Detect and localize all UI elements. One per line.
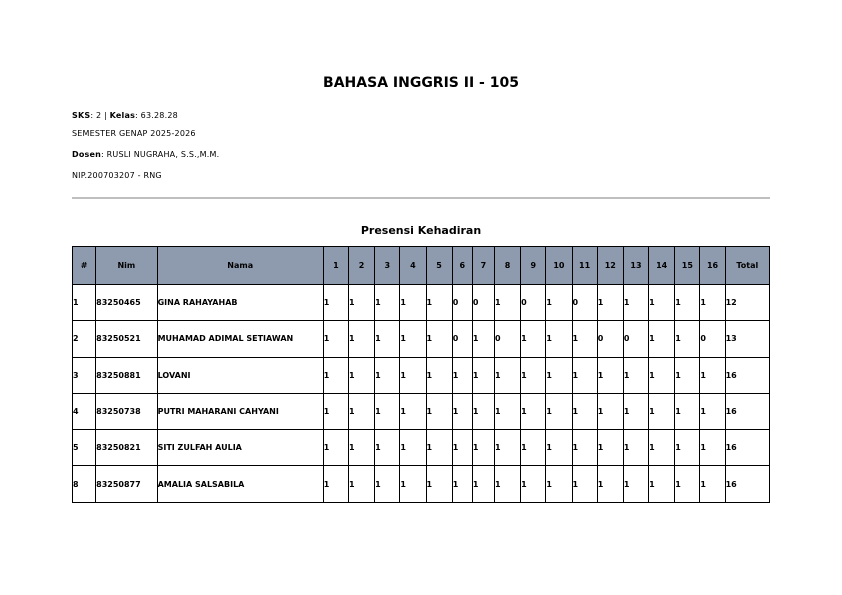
- attendance-mark-12: 1: [597, 466, 623, 502]
- attendance-mark-14: 1: [649, 285, 675, 321]
- nim-cell: 83250521: [96, 321, 157, 357]
- attendance-mark-1: 1: [323, 285, 348, 321]
- attendance-mark-10: 1: [546, 430, 572, 466]
- attendance-mark-15: 1: [675, 466, 700, 502]
- attendance-mark-12: 1: [597, 393, 623, 429]
- nim-cell: 83250881: [96, 357, 157, 393]
- header-name: Nama: [157, 247, 323, 285]
- table-row: [73, 466, 770, 502]
- attendance-mark-15: 1: [675, 285, 700, 321]
- student-name-cell: AMALIA SALSABILA: [157, 466, 323, 502]
- nim-cell: 83250877: [96, 466, 157, 502]
- attendance-mark-8: 1: [494, 466, 520, 502]
- attendance-mark-16: 1: [700, 357, 725, 393]
- row-number-cell: 8: [73, 466, 96, 502]
- header-meeting-16: 16: [700, 247, 725, 285]
- attendance-mark-3: 1: [375, 466, 400, 502]
- header-meeting-8: 8: [494, 247, 520, 285]
- attendance-mark-9: 1: [521, 466, 546, 502]
- attendance-mark-6: 0: [452, 285, 472, 321]
- attendance-mark-11: 1: [572, 321, 597, 357]
- header-meeting-3: 3: [375, 247, 400, 285]
- attendance-mark-9: 1: [521, 321, 546, 357]
- attendance-mark-4: 1: [400, 321, 426, 357]
- header-divider: [72, 197, 770, 199]
- sks-label: SKS: [72, 111, 91, 120]
- attendance-mark-4: 1: [400, 357, 426, 393]
- total-cell: 16: [725, 357, 769, 393]
- attendance-mark-11: 1: [572, 466, 597, 502]
- attendance-body: [73, 285, 770, 503]
- nim-cell: 83250738: [96, 393, 157, 429]
- attendance-mark-4: 1: [400, 430, 426, 466]
- attendance-mark-14: 1: [649, 430, 675, 466]
- header-meeting-4: 4: [400, 247, 426, 285]
- attendance-mark-11: 1: [572, 430, 597, 466]
- row-number-cell: 4: [73, 393, 96, 429]
- attendance-mark-15: 1: [675, 321, 700, 357]
- course-title: BAHASA INGGRIS II - 105: [323, 75, 519, 91]
- attendance-mark-11: 0: [572, 285, 597, 321]
- attendance-mark-16: 1: [700, 466, 725, 502]
- attendance-mark-3: 1: [375, 285, 400, 321]
- header-meeting-5: 5: [426, 247, 452, 285]
- attendance-mark-13: 1: [623, 466, 648, 502]
- attendance-mark-13: 1: [623, 393, 648, 429]
- header-meeting-13: 13: [623, 247, 648, 285]
- student-name-cell: GINA RAHAYAHAB: [157, 285, 323, 321]
- attendance-mark-10: 1: [546, 466, 572, 502]
- student-name-cell: SITI ZULFAH AULIA: [157, 430, 323, 466]
- dosen-label: Dosen: [72, 150, 102, 159]
- table-row: [73, 285, 770, 321]
- attendance-mark-4: 1: [400, 466, 426, 502]
- semester-line: SEMESTER GENAP 2025-2026: [72, 129, 196, 138]
- header-nim: Nim: [96, 247, 157, 285]
- nim-cell: 83250821: [96, 430, 157, 466]
- table-row: [73, 430, 770, 466]
- attendance-mark-6: 1: [452, 466, 472, 502]
- attendance-mark-2: 1: [348, 393, 374, 429]
- attendance-mark-1: 1: [323, 321, 348, 357]
- header-meeting-12: 12: [597, 247, 623, 285]
- header-meeting-6: 6: [452, 247, 472, 285]
- kelas-label: Kelas: [109, 111, 136, 120]
- header-meeting-10: 10: [546, 247, 572, 285]
- section-title: Presensi Kehadiran: [360, 224, 482, 237]
- attendance-mark-13: 1: [623, 285, 648, 321]
- table-row: [73, 321, 770, 357]
- attendance-mark-3: 1: [375, 357, 400, 393]
- attendance-mark-5: 1: [426, 393, 452, 429]
- attendance-mark-1: 1: [323, 430, 348, 466]
- nim-cell: 83250465: [96, 285, 157, 321]
- attendance-mark-6: 1: [452, 357, 472, 393]
- student-name-cell: LOVANI: [157, 357, 323, 393]
- header-meeting-11: 11: [572, 247, 597, 285]
- attendance-mark-9: 1: [521, 393, 546, 429]
- sks-value: : 2 |: [90, 111, 110, 120]
- student-name-cell: MUHAMAD ADIMAL SETIAWAN: [157, 321, 323, 357]
- table-row: [73, 357, 770, 393]
- attendance-mark-5: 1: [426, 285, 452, 321]
- attendance-mark-6: 1: [452, 430, 472, 466]
- total-cell: 16: [725, 430, 769, 466]
- nip-line: NIP.200703207 - RNG: [72, 171, 162, 180]
- total-cell: 13: [725, 321, 769, 357]
- attendance-mark-8: 1: [494, 430, 520, 466]
- attendance-mark-2: 1: [348, 357, 374, 393]
- attendance-table: [72, 246, 770, 503]
- header-meeting-1: 1: [323, 247, 348, 285]
- attendance-mark-9: 1: [521, 357, 546, 393]
- attendance-mark-7: 1: [472, 357, 494, 393]
- attendance-mark-15: 1: [675, 357, 700, 393]
- attendance-mark-15: 1: [675, 430, 700, 466]
- row-number-cell: 1: [73, 285, 96, 321]
- attendance-mark-3: 1: [375, 321, 400, 357]
- attendance-mark-13: 1: [623, 430, 648, 466]
- attendance-mark-7: 0: [472, 285, 494, 321]
- attendance-mark-10: 1: [546, 321, 572, 357]
- attendance-mark-14: 1: [649, 357, 675, 393]
- attendance-mark-16: 1: [700, 430, 725, 466]
- attendance-mark-10: 1: [546, 393, 572, 429]
- attendance-mark-11: 1: [572, 393, 597, 429]
- attendance-mark-7: 1: [472, 466, 494, 502]
- attendance-mark-8: 0: [494, 321, 520, 357]
- total-cell: 16: [725, 466, 769, 502]
- attendance-mark-15: 1: [675, 393, 700, 429]
- table-row: [73, 393, 770, 429]
- attendance-mark-9: 0: [521, 285, 546, 321]
- attendance-mark-5: 1: [426, 430, 452, 466]
- header-no: #: [73, 247, 96, 285]
- attendance-mark-5: 1: [426, 357, 452, 393]
- header-meeting-2: 2: [348, 247, 374, 285]
- attendance-mark-7: 1: [472, 321, 494, 357]
- attendance-mark-16: 1: [700, 285, 725, 321]
- attendance-mark-7: 1: [472, 430, 494, 466]
- attendance-mark-5: 1: [426, 321, 452, 357]
- attendance-mark-1: 1: [323, 357, 348, 393]
- attendance-mark-9: 1: [521, 430, 546, 466]
- attendance-mark-16: 1: [700, 393, 725, 429]
- attendance-mark-14: 1: [649, 321, 675, 357]
- header-meeting-15: 15: [675, 247, 700, 285]
- attendance-mark-2: 1: [348, 430, 374, 466]
- attendance-mark-13: 0: [623, 321, 648, 357]
- attendance-mark-6: 0: [452, 321, 472, 357]
- row-number-cell: 3: [73, 357, 96, 393]
- attendance-mark-14: 1: [649, 393, 675, 429]
- kelas-value: : 63.28.28: [135, 111, 178, 120]
- attendance-mark-12: 1: [597, 430, 623, 466]
- attendance-mark-11: 1: [572, 357, 597, 393]
- attendance-mark-16: 0: [700, 321, 725, 357]
- attendance-mark-14: 1: [649, 466, 675, 502]
- attendance-mark-1: 1: [323, 466, 348, 502]
- attendance-mark-8: 1: [494, 393, 520, 429]
- header-meeting-9: 9: [521, 247, 546, 285]
- attendance-mark-8: 1: [494, 285, 520, 321]
- attendance-mark-6: 1: [452, 393, 472, 429]
- attendance-mark-3: 1: [375, 393, 400, 429]
- row-number-cell: 2: [73, 321, 96, 357]
- attendance-mark-12: 0: [597, 321, 623, 357]
- attendance-mark-13: 1: [623, 357, 648, 393]
- dosen-line: [72, 150, 219, 159]
- student-name-cell: PUTRI MAHARANI CAHYANI: [157, 393, 323, 429]
- sks-kelas-line: [72, 111, 178, 120]
- attendance-mark-1: 1: [323, 393, 348, 429]
- attendance-mark-2: 1: [348, 466, 374, 502]
- attendance-mark-4: 1: [400, 285, 426, 321]
- header-meeting-14: 14: [649, 247, 675, 285]
- total-cell: 16: [725, 393, 769, 429]
- attendance-mark-10: 1: [546, 285, 572, 321]
- row-number-cell: 5: [73, 430, 96, 466]
- attendance-mark-8: 1: [494, 357, 520, 393]
- attendance-mark-2: 1: [348, 285, 374, 321]
- attendance-mark-4: 1: [400, 393, 426, 429]
- attendance-mark-12: 1: [597, 357, 623, 393]
- attendance-mark-10: 1: [546, 357, 572, 393]
- header-total: Total: [725, 247, 769, 285]
- total-cell: 12: [725, 285, 769, 321]
- attendance-mark-12: 1: [597, 285, 623, 321]
- table-header-row: [73, 247, 770, 285]
- dosen-value: : RUSLI NUGRAHA, S.S.,M.M.: [101, 150, 220, 159]
- attendance-mark-7: 1: [472, 393, 494, 429]
- header-meeting-7: 7: [472, 247, 494, 285]
- attendance-mark-5: 1: [426, 466, 452, 502]
- attendance-mark-2: 1: [348, 321, 374, 357]
- attendance-mark-3: 1: [375, 430, 400, 466]
